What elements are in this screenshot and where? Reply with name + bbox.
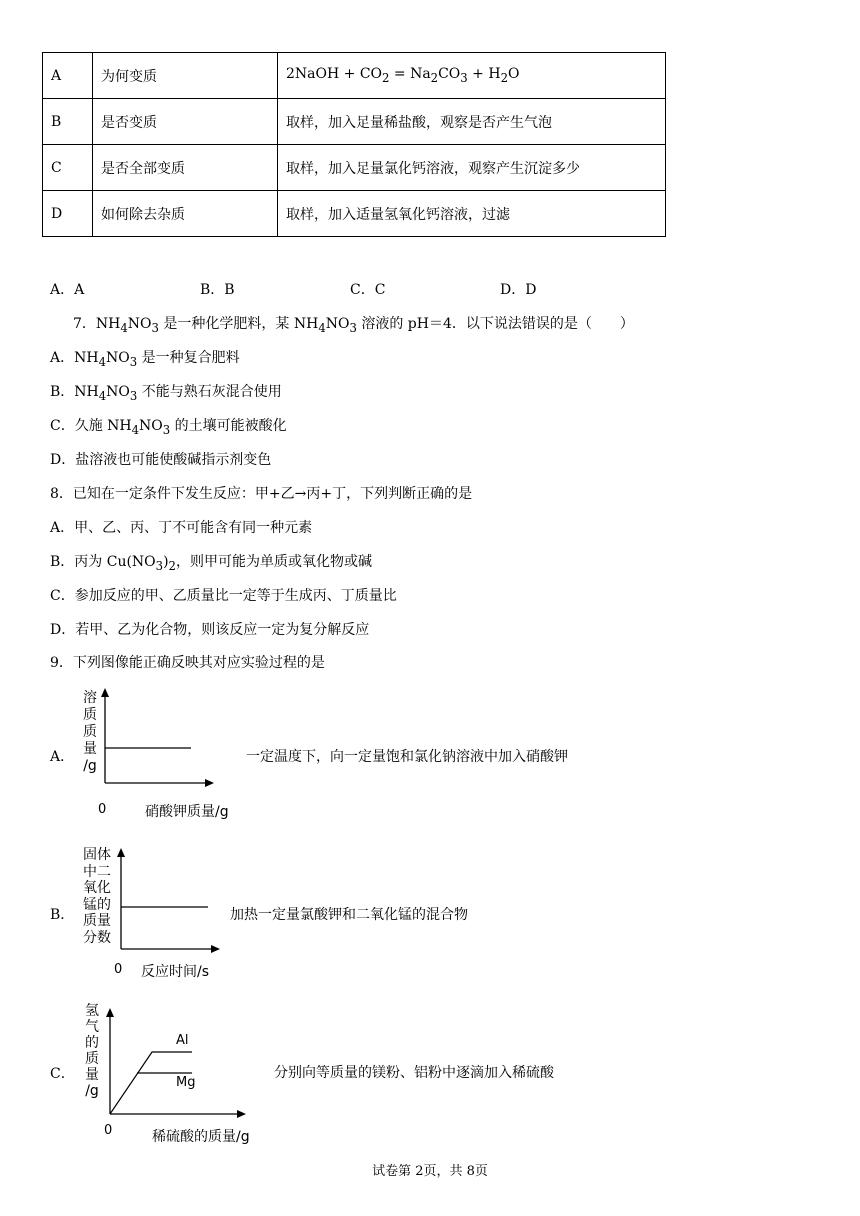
graph-b-xlabel: 反应时间/s	[141, 964, 210, 980]
q7-stem: 7．$NH_4NO_3$ 是一种化学肥料，某 $NH_4NO_3$ 溶液的 pH＝4．以下说法错误的是（ ）	[73, 316, 634, 335]
graph-b-letter: B．	[50, 907, 75, 923]
graph-b-desc: 加热一定量氯酸钾和二氧化锰的混合物	[230, 907, 468, 923]
graph-c-origin: 0	[104, 1123, 113, 1138]
graph-c-xlabel: 稀硫酸的质量/g	[152, 1129, 250, 1145]
graph-c-series-al: Al	[176, 1033, 189, 1048]
q7-option-d: D．盐溶液也可能使酸碱指示剂变色	[50, 452, 272, 468]
row-letter: C	[43, 145, 93, 191]
row-item: 为何变质	[93, 53, 278, 99]
graph-b-ylabel: 固体 中二 氧化 锰的 质量 分数	[83, 847, 111, 946]
q8-option-a: A．甲、乙、丙、丁不可能含有同一种元素	[50, 520, 313, 536]
table-row	[43, 53, 666, 99]
graph-c-letter: C．	[50, 1066, 75, 1082]
graph-a-xlabel: 硝酸钾质量/g	[145, 804, 229, 820]
row-method: 2NaOH + $CO_2 = Na_2CO_3 + H_2O$	[278, 53, 666, 99]
q8-option-d: D．若甲、乙为化合物，则该反应一定为复分解反应	[50, 622, 370, 638]
graph-b-origin: 0	[114, 962, 123, 977]
row-method: 取样，加入足量氯化钙溶液，观察产生沉淀多少	[278, 145, 666, 191]
table-row	[43, 145, 666, 191]
row-method: 取样，加入适量氢氧化钙溶液，过滤	[278, 191, 666, 237]
table-row	[43, 99, 666, 145]
q6-option: A．A	[50, 282, 85, 298]
graph-a-letter: A．	[50, 749, 75, 765]
graph-c-plot	[100, 1006, 250, 1118]
graph-c-series-mg: Mg	[176, 1075, 196, 1090]
q9-stem: 9．下列图像能正确反映其对应实验过程的是	[50, 655, 325, 671]
row-letter: D	[43, 191, 93, 237]
row-letter: B	[43, 99, 93, 145]
q8-stem: 8．已知在一定条件下发生反应：甲+乙→丙+丁，下列判断正确的是	[50, 486, 473, 502]
graph-a-desc: 一定温度下，向一定量饱和氯化钠溶液中加入硝酸钾	[246, 749, 568, 765]
graph-b-plot	[112, 846, 222, 958]
row-item: 是否变质	[93, 99, 278, 145]
graph-a-origin: 0	[98, 802, 107, 817]
options-table	[42, 52, 666, 237]
graph-a-plot	[98, 686, 218, 798]
q7-option-b: B．$NH_4NO_3$ 不能与熟石灰混合使用	[50, 384, 282, 403]
table-row	[43, 191, 666, 237]
page-footer: 试卷第 2页，共 8页	[372, 1164, 488, 1179]
q6-options	[50, 279, 650, 299]
row-item: 是否全部变质	[93, 145, 278, 191]
graph-a-ylabel: 溶 质 质 量 /g	[83, 690, 97, 774]
row-method: 取样，加入足量稀盐酸，观察是否产生气泡	[278, 99, 666, 145]
q6-option: D．D	[500, 282, 537, 298]
graph-c-ylabel: 氢 气 的 质 量 /g	[85, 1003, 99, 1099]
row-letter: A	[43, 53, 93, 99]
q8-option-c: C．参加反应的甲、乙质量比一定等于生成丙、丁质量比	[50, 588, 397, 604]
q7-option-a: A．$NH_4NO_3$ 是一种复合肥料	[50, 350, 240, 369]
graph-c-desc: 分别向等质量的镁粉、铝粉中逐滴加入稀硫酸	[274, 1065, 554, 1081]
q8-option-b: B．丙为 $Cu(NO_3)_2$，则甲可能为单质或氧化物或碱	[50, 554, 372, 573]
q7-option-c: C．久施 $NH_4NO_3$ 的土壤可能被酸化	[50, 418, 287, 437]
q6-option: B．B	[200, 282, 235, 298]
row-item: 如何除去杂质	[93, 191, 278, 237]
q6-option: C．C	[350, 282, 386, 298]
